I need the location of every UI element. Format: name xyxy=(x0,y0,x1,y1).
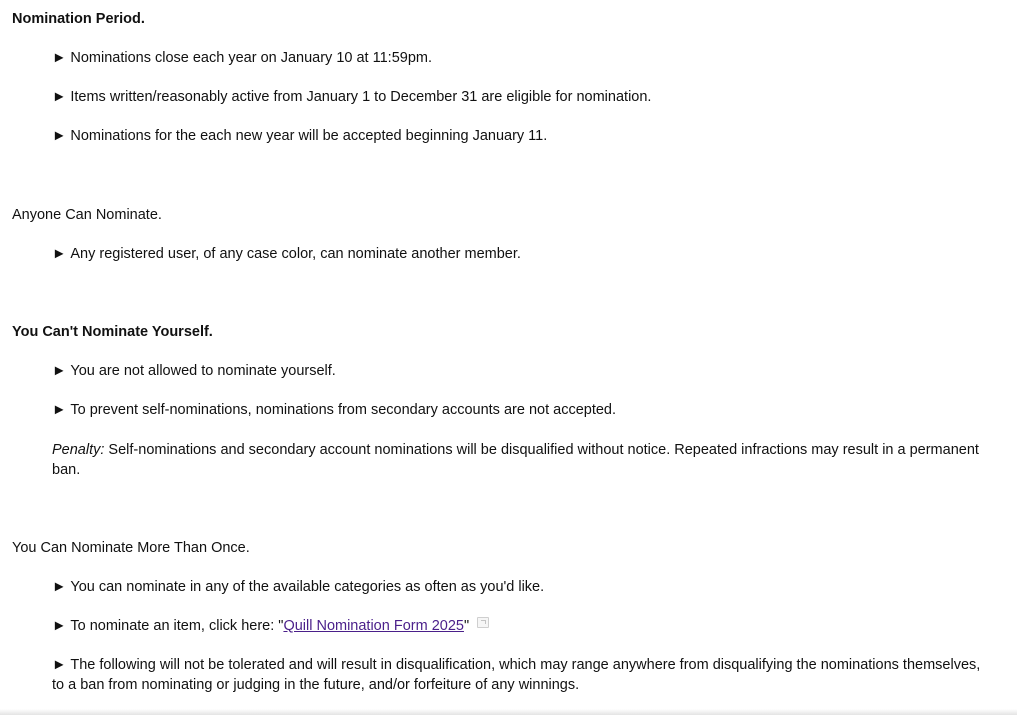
item-text: Any registered user, of any case color, can nominate another member. xyxy=(70,246,521,262)
item-text: To prevent self-nominations, nominations from secondary accounts are not accepted. xyxy=(70,402,617,418)
bullet-arrow-icon: ► xyxy=(52,89,67,105)
heading-cant-nominate-yourself: You Can't Nominate Yourself. xyxy=(12,324,213,340)
heading-nominate-more-than-once: You Can Nominate More Than Once. xyxy=(12,540,250,556)
list-item xyxy=(52,49,987,69)
list-item-nomination-link xyxy=(52,617,987,637)
heading-nomination-period: Nomination Period. xyxy=(12,11,145,27)
list-item xyxy=(52,656,987,695)
bullet-arrow-icon: ► xyxy=(52,402,67,418)
list-item xyxy=(52,245,987,265)
bullet-arrow-icon: ► xyxy=(52,618,67,634)
list-item xyxy=(52,578,987,598)
penalty-label: Penalty: xyxy=(52,442,105,458)
bullet-arrow-icon: ► xyxy=(52,363,67,379)
penalty-note xyxy=(52,441,987,480)
item-text: Nominations close each year on January 10 at 11:59pm. xyxy=(70,50,432,66)
penalty-text: Self-nominations and secondary account nominations will be disqualified without notice. Repeated infractions may result in a permanent ban. xyxy=(52,442,979,478)
link-prefix: To nominate an item, click here: " xyxy=(70,618,284,634)
list-item xyxy=(52,127,987,147)
nomination-form-link[interactable]: Quill Nomination Form 2025 xyxy=(283,618,464,634)
list-item xyxy=(52,362,987,382)
bullet-arrow-icon: ► xyxy=(52,128,67,144)
list-item xyxy=(52,401,987,421)
external-link-icon[interactable] xyxy=(477,617,489,628)
item-text: You are not allowed to nominate yourself. xyxy=(70,363,336,379)
item-text: You can nominate in any of the available categories as often as you'd like. xyxy=(70,579,545,595)
list-item xyxy=(52,88,987,108)
bullet-arrow-icon: ► xyxy=(52,579,67,595)
bullet-arrow-icon: ► xyxy=(52,50,67,66)
bullet-arrow-icon: ► xyxy=(52,246,67,262)
bottom-edge-shadow xyxy=(0,709,1017,715)
item-text: Items written/reasonably active from January 1 to December 31 are eligible for nomination. xyxy=(70,89,652,105)
bullet-arrow-icon: ► xyxy=(52,657,67,673)
item-text: Nominations for the each new year will be accepted beginning January 11. xyxy=(70,128,548,144)
link-suffix: " xyxy=(463,618,470,634)
item-text: The following will not be tolerated and will result in disqualification, which may range anywhere from disqualifying the nominations themselves, to a ban from nominating or judging in the future, and/or forfeiture of any winnings. xyxy=(52,657,981,693)
heading-anyone-can-nominate: Anyone Can Nominate. xyxy=(12,207,162,223)
